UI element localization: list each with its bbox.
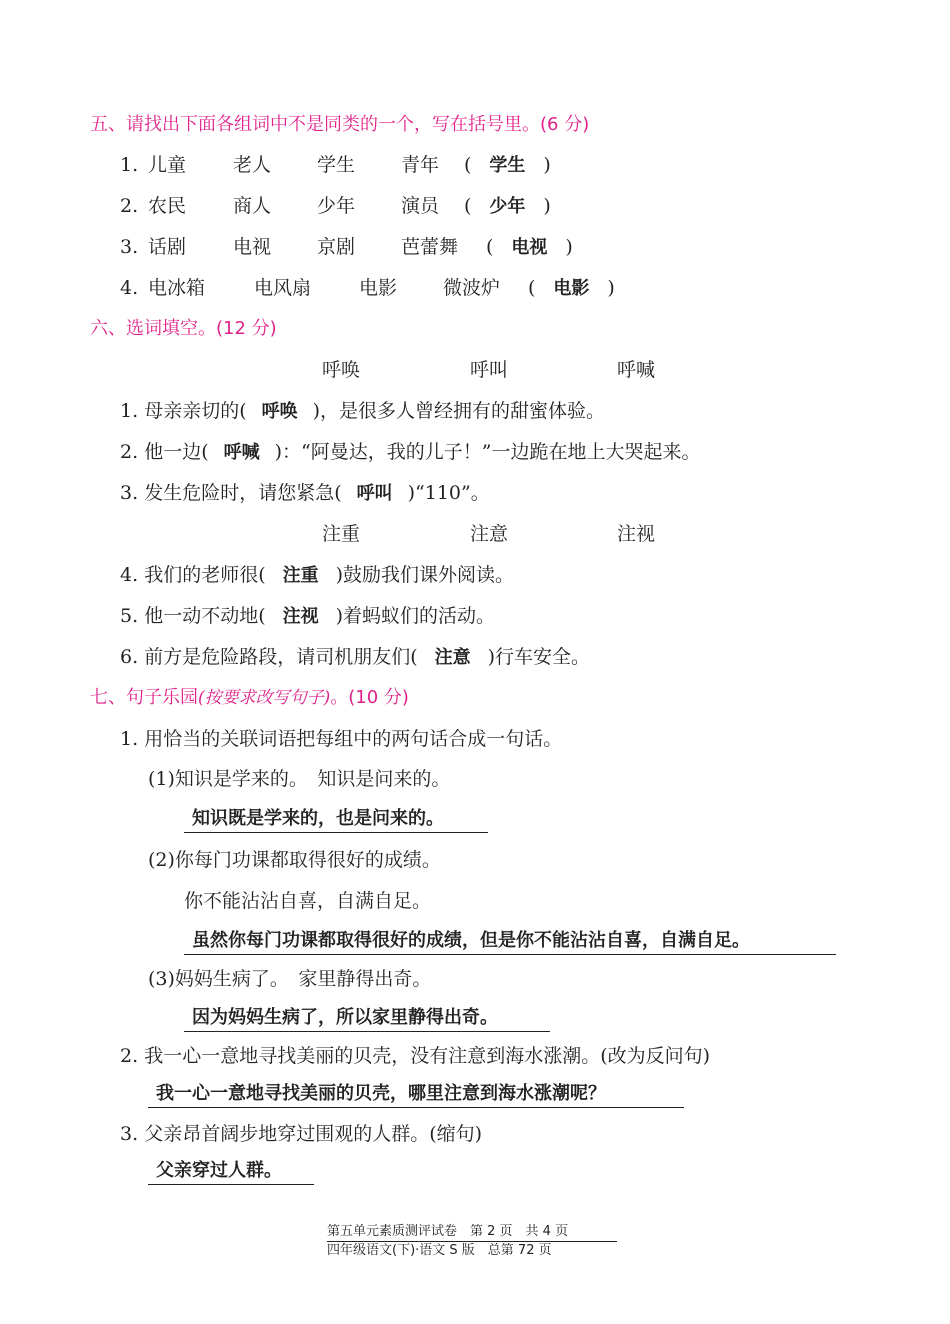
part-text: 你每门功课都取得很好的成绩。 xyxy=(174,849,441,871)
item-number: 5. xyxy=(120,605,139,627)
word-option: 呼叫 xyxy=(470,359,509,381)
word-option: 呼喊 xyxy=(617,359,656,381)
word: 电冰箱 xyxy=(148,277,206,299)
prompt-text: 用恰当的关联词语把每组中的两句话合成一句话。 xyxy=(144,728,563,750)
answer-bracket: ( 少年 ) xyxy=(464,193,551,220)
title-score: 。(10 分) xyxy=(330,687,409,708)
answer: 呼唤 xyxy=(261,401,298,422)
answer-line: 我一心一意地寻找美丽的贝壳，哪里注意到海水涨潮呢？ xyxy=(148,1081,684,1108)
s7-q1-part2 xyxy=(148,847,441,873)
section-5-title: 五、请找出下面各组词中不是同类的一个，写在括号里。(6 分) xyxy=(90,114,590,135)
word: 农民 xyxy=(148,195,187,217)
stem-end: )鼓励我们课外阅读。 xyxy=(335,564,515,586)
item-number: 1. xyxy=(120,154,139,176)
answer-line: 父亲穿过人群。 xyxy=(148,1158,314,1185)
section-7-title xyxy=(90,685,409,711)
word: 电视 xyxy=(233,236,272,258)
stem-start: 母亲亲切的( xyxy=(144,400,247,422)
item-number: 2. xyxy=(120,1045,139,1067)
item-number: 4. xyxy=(120,564,139,586)
page-footer-line2: 四年级语文(下)·语文 S 版 总第 72 页 xyxy=(327,1243,552,1258)
word: 儿童 xyxy=(148,154,187,176)
prompt-text: 父亲昂首阔步地穿过围观的人群。(缩句) xyxy=(144,1123,483,1145)
stem-end: )“110”。 xyxy=(407,482,490,504)
stem-end: )：“阿曼达，我的儿子！”一边跪在地上大哭起来。 xyxy=(274,441,701,463)
word: 电影 xyxy=(359,277,398,299)
word: 话剧 xyxy=(148,236,187,258)
part-label: (3) xyxy=(148,968,175,990)
s6-item-4 xyxy=(120,562,514,589)
word: 京剧 xyxy=(317,236,356,258)
part-label: (1) xyxy=(148,768,175,790)
answer: 少年 xyxy=(489,196,526,217)
item-number: 4. xyxy=(120,277,139,299)
answer-line: 虽然你每门功课都取得很好的成绩，但是你不能沾沾自喜，自满自足。 xyxy=(184,928,836,955)
prompt-text: 我一心一意地寻找美丽的贝壳，没有注意到海水涨潮。(改为反问句) xyxy=(144,1045,711,1067)
part-text: 知识是学来的。 知识是问来的。 xyxy=(174,768,451,790)
word: 青年 xyxy=(401,154,440,176)
answer: 注视 xyxy=(282,606,319,627)
answer: 呼叫 xyxy=(356,483,393,504)
s7-q1-part3 xyxy=(148,966,431,992)
item-number: 3. xyxy=(120,482,139,504)
word: 学生 xyxy=(317,154,356,176)
answer-line: 因为妈妈生病了，所以家里静得出奇。 xyxy=(184,1005,550,1032)
item-number: 3. xyxy=(120,1123,139,1145)
stem-end: )着蚂蚁们的活动。 xyxy=(335,605,496,627)
title-sub: (按要求改写句子) xyxy=(198,688,331,708)
word-option: 注视 xyxy=(617,523,656,545)
s7-q2-prompt xyxy=(120,1043,710,1069)
part-text-line2: 你不能沾沾自喜，自满自足。 xyxy=(184,890,432,912)
page-footer-line1: 第五单元素质测评试卷 第 2 页 共 4 页 xyxy=(327,1224,569,1239)
stem-start: 发生危险时，请您紧急( xyxy=(144,482,342,504)
item-number: 6. xyxy=(120,646,139,668)
s7-q1-prompt xyxy=(120,726,562,752)
item-number: 2. xyxy=(120,441,139,463)
footer-divider xyxy=(327,1241,617,1242)
word: 商人 xyxy=(233,195,272,217)
word: 芭蕾舞 xyxy=(401,236,459,258)
stem-end: )，是很多人曾经拥有的甜蜜体验。 xyxy=(312,400,606,422)
section-6-title: 六、选词填空。(12 分) xyxy=(90,318,277,339)
word: 演员 xyxy=(401,195,440,217)
word-option: 注意 xyxy=(470,523,509,545)
word: 少年 xyxy=(317,195,356,217)
stem-start: 前方是危险路段，请司机朋友们( xyxy=(144,646,418,668)
stem-start: 他一动不动地( xyxy=(144,605,266,627)
stem-start: 我们的老师很( xyxy=(144,564,266,586)
answer: 电影 xyxy=(553,278,590,299)
answer-bracket: ( 学生 ) xyxy=(464,152,551,179)
word: 电风扇 xyxy=(254,277,312,299)
s6-item-3 xyxy=(120,480,490,507)
word: 微波炉 xyxy=(443,277,501,299)
answer: 电视 xyxy=(511,237,548,258)
answer: 注重 xyxy=(282,565,319,586)
item-number: 1. xyxy=(120,400,139,422)
word: 老人 xyxy=(233,154,272,176)
answer-bracket: ( 电影 ) xyxy=(528,275,615,302)
stem-start: 他一边( xyxy=(144,441,209,463)
answer: 注意 xyxy=(434,647,471,668)
answer: 学生 xyxy=(489,155,526,176)
s6-item-1 xyxy=(120,398,605,425)
s6-item-6 xyxy=(120,644,590,671)
item-number: 2. xyxy=(120,195,139,217)
answer: 呼喊 xyxy=(223,442,260,463)
s7-q1-part1 xyxy=(148,766,450,792)
stem-end: )行车安全。 xyxy=(487,646,591,668)
s6-item-2 xyxy=(120,439,700,466)
s6-item-5 xyxy=(120,603,495,630)
item-number: 1. xyxy=(120,728,139,750)
s7-q3-prompt xyxy=(120,1121,482,1147)
answer-line: 知识既是学来的，也是问来的。 xyxy=(184,806,488,833)
part-text: 妈妈生病了。 家里静得出奇。 xyxy=(174,968,432,990)
answer-bracket: ( 电视 ) xyxy=(486,234,573,261)
word-option: 注重 xyxy=(322,523,361,545)
title-main: 七、句子乐园 xyxy=(90,687,198,708)
part-label: (2) xyxy=(148,849,175,871)
item-number: 3. xyxy=(120,236,139,258)
word-option: 呼唤 xyxy=(322,359,361,381)
